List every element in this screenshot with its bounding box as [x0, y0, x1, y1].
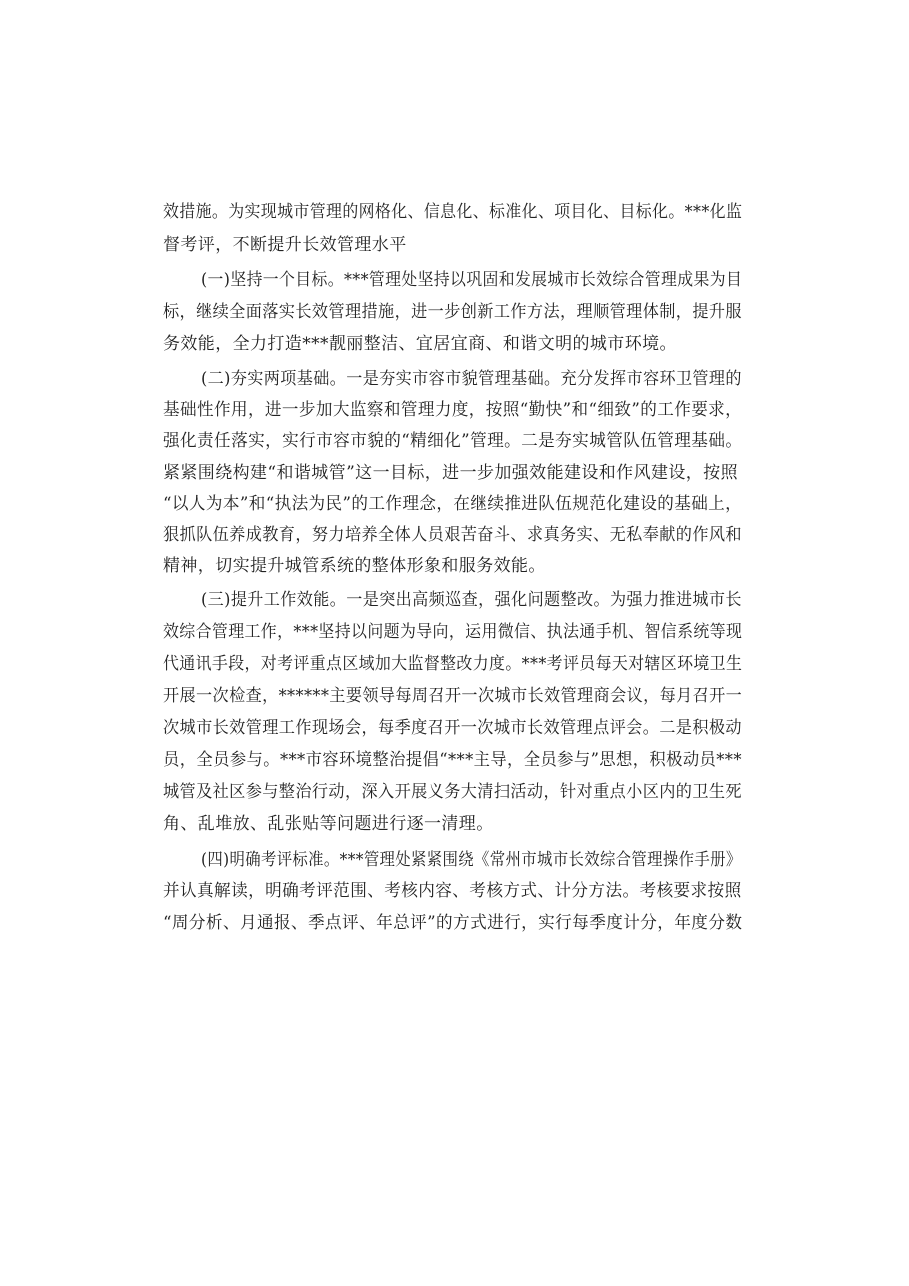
- text-line: 强化责任落实，实行市容市貌的“精细化”管理。二是夯实城管队伍管理基础。: [163, 431, 743, 451]
- text-line: 标，继续全面落实长效管理措施，进一步创新工作方法，理顺管理体制，提升服: [163, 302, 742, 322]
- text-line: 紧紧围绕构建“和谐城管”这一目标，进一步加强效能建设和作风建设，按照: [163, 463, 738, 483]
- paragraph-heading-line: (四)明确考评标准。***管理处紧紧围绕《常州市城市长效综合管理操作手册》: [201, 850, 742, 870]
- text-line: 角、乱堆放、乱张贴等问题进行逐一清理。: [163, 814, 494, 834]
- text-line: 狠抓队伍养成教育，努力培养全体人员艰苦奋斗、求真务实、无私奉献的作风和: [163, 525, 742, 545]
- text-line: 效综合管理工作，***坚持以问题为导向，运用微信、执法通手机、智信系统等现: [163, 622, 743, 642]
- text-line: 基础性作用，进一步加大监察和管理力度，按照“勤快”和“细致”的工作要求，: [163, 400, 743, 420]
- text-line: 代通讯手段，对考评重点区域加大监督整改力度。***考评员每天对辖区环境卫生: [163, 654, 743, 674]
- text-line: 开展一次检查，******主要领导每周召开一次城市长效管理商会议，每月召开一: [163, 686, 743, 706]
- text-line: 精神，切实提升城管系统的整体形象和服务效能。: [163, 556, 546, 576]
- paragraph-heading-line: (二)夯实两项基础。一是夯实市容市貌管理基础。充分发挥市容环卫管理的: [201, 369, 742, 389]
- paragraph-heading-line: (三)提升工作效能。一是突出高频巡查，强化问题整改。为强力推进城市长: [201, 590, 742, 610]
- text-line: 城管及社区参与整治行动，深入开展义务大清扫活动，针对重点小区内的卫生死: [163, 782, 742, 802]
- text-line: 员，全员参与。***市容环境整治提倡“***主导，全员参与”思想，积极动员***: [163, 750, 742, 770]
- paragraph-heading-line: (一)坚持一个目标。***管理处坚持以巩固和发展城市长效综合管理成果为目: [201, 270, 743, 290]
- text-line: “周分析、月通报、季点评、年总评”的方式进行，实行每季度计分，年度分数: [163, 913, 743, 933]
- text-line: 并认真解读，明确考评范围、考核内容、考核方式、计分方法。考核要求按照: [163, 881, 742, 901]
- text-line: 次城市长效管理工作现场会，每季度召开一次城市长效管理点评会。二是积极动: [163, 718, 742, 738]
- text-line: 督考评，不断提升长效管理水平: [163, 235, 407, 255]
- text-line: “以人为本”和“执法为民”的工作理念，在继续推进队伍规范化建设的基础上，: [163, 494, 743, 514]
- text-line: 效措施。为实现城市管理的网格化、信息化、标准化、项目化、目标化。***化监: [163, 202, 743, 222]
- text-line: 务效能，全力打造***靓丽整洁、宜居宜商、和谐文明的城市环境。: [163, 334, 677, 354]
